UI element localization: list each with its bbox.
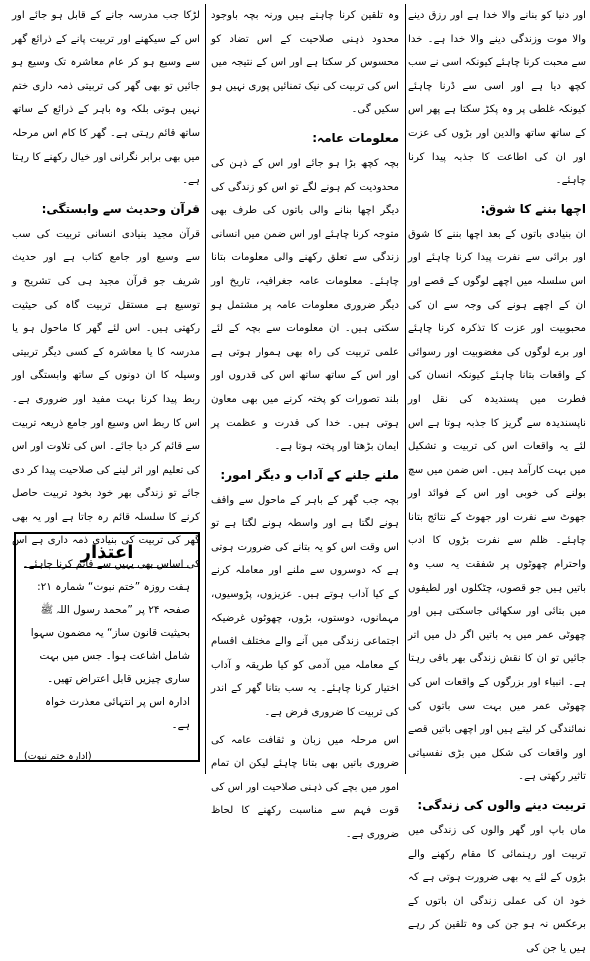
column-divider-right: [405, 4, 406, 774]
body-paragraph: اور دنیا کو بنانے والا خدا ہے اور رزق دینے والا موت وزندگی دینے والا خدا ہے۔ خدا سے محبت کرنا چاہئے کیونکہ اسی نے سب کچھ دیا ہے اور اسی سے ڈرنا چاہئے کیونکہ غلطی پر وہ پکڑ سکتا ہے پھر اس کے ساتھ ساتھ والدین اور بڑوں کی عزت اور ان کی اطاعت کا جذبہ پیدا کرنا چاہئے۔: [408, 10, 586, 187]
body-paragraph: لڑکا جب مدرسہ جانے کے قابل ہو جائے اور اس کے سیکھنے اور تربیت پانے کے ذرائع گھر سے وسیع ہو کر عام معاشرہ تک وسیع ہو جائیں تو بھی گھر کی تربیتی ذمہ داری ختم نہیں ہوتی بلکہ وہ باہر کے ذرائع کے ساتھ ساتھ قائم رہتی ہے۔ گھر کا کام اس مرحلہ میں بھی برابر نگرانی اور خیال رکھنے کا رہتا ہے۔: [12, 10, 200, 187]
body-paragraph: قرآن مجید بنیادی انسانی تربیت کی سب سے وسیع اور جامع کتاب ہے اور حدیث شریف جو قرآن مجید ہی کی تشریح و توسیع ہے مستقل تربیت گاہ کی حیثیت رکھتی ہیں۔ اس لئے گھر کا ماحول ہو یا مدرسہ کا یا معاشرہ کے کسی دیگر تربیتی وسیلہ کا ان دونوں کے ساتھ وابستگی اور ربط پیدا کرنا بہت مفید اور ضروری ہے۔ اس کا ربط اس وسیع اور جامع ذریعہ تربیت سے قائم کر دیا جائے۔ اس کی تلاوت اور اس کی تعلیم اور اثر لینے کی صلاحیت پیدا کر دی جائے تو زندگی بھر خود بخود تربیت حاصل کرنے کا سلسلہ قائم رہ جاتا ہے اور یہ بھی گھر کی تربیت کی بنیادی ذمہ داری ہے اس کی اساس بھی یہیں سے قائم کرنا چاہئے۔: [12, 228, 200, 571]
section-heading: اچھا بننے کا شوق:: [480, 201, 586, 216]
notice-line: ادارہ اس پر انتہائی معذرت خواہ ہے۔: [44, 696, 190, 731]
column-middle: [211, 4, 399, 840]
notice-line: شامل اشاعت ہوا۔ جس میں بہت: [39, 650, 190, 662]
body-paragraph: ماں باپ اور گھر والوں کی زندگی میں تربیت اور رہنمائی کا مقام رکھنے والے بڑوں کے لئے یہ بھی ضرورت ہوتی ہے کہ خود ان کی عملی زندگی ان باتوں کے برعکس نہ ہو جن کی وہ تلقین کر رہے ہیں یا جن کی: [408, 825, 586, 954]
column-right: [408, 4, 586, 954]
notice-line: ہفت روزہ ”ختم نبوت“ شمارہ ۲۱:: [37, 581, 190, 593]
body-paragraph: وہ تلقین کرنا چاہتے ہیں ورنہ بچہ باوجود محدود ذہنی صلاحیت کے اس تضاد کو محسوس کر سکتا ہے اور اس کے نتیجہ میں اس کی تربیت کی نیک تمنائیں پوری نہیں ہو سکیں گی۔: [211, 10, 399, 116]
body-paragraph: اس مرحلہ میں زبان و ثقافت عامہ کی ضروری باتیں بھی بتانا چاہئے لیکن ان تمام امور میں بچے کی ذہنی صلاحیت اور اس کی قوت فہم سے مناسبت رکھنے کا لحاظ ضروری ہے۔: [211, 734, 399, 840]
notice-line: ساری چیزیں قابل اعتراض تھیں۔: [47, 673, 190, 685]
body-paragraph: ان بنیادی باتوں کے بعد اچھا بننے کا شوق اور برائی سے نفرت پیدا کرنا چاہئے اور اس سلسلہ میں اچھے لوگوں کے قصے اور ان کے اچھے ہونے کی وجہ سے ان کی محبوبیت اور عزت کا تذکرہ کرنا چاہئے اور برے لوگوں کی مغضوبیت اور رسوائی کے واقعات بتانا چاہئے کیونکہ انسان کی فطرت میں پسندیدہ کی نقل اور ناپسندیدہ سے گریز کا جذبہ ہوتا ہے اس لئے یہ واقعات اس کی تربیت و تشکیل میں بہت کارآمد ہیں۔ اس ضمن میں سچ بولنے کی خوبی اور اس کے فوائد اور جھوٹ سے نفرت اور جھوٹ کے نتائج بتانا چاہئے۔ ظلم سے نفرت بڑوں کا ادب واحترام چھوٹوں پر شفقت یہ سب وہ باتیں ہیں جو قصوں، چٹکلوں اور لطیفوں میں بتائی اور سکھائی جاسکتی ہیں اور چھوٹی عمر میں یہ باتیں اگر دل میں اتر جائیں تو ان کا نقش زندگی بھر باقی رہتا ہے۔ انبیاء اور بزرگوں کے واقعات اس کی چھوٹی عمر میں بہت سی باتوں کی نمائندگی کر لیتے ہیں اور اچھی باتیں قصے اور واقعات کی شکل میں بڑی نفسیاتی تاثیر رکھتی ہے۔: [408, 228, 586, 783]
body-paragraph: بچہ جب گھر کے باہر کے ماحول سے واقف ہونے لگتا ہے اور واسطہ ہونے لگتا ہے تو اس وقت اس کو یہ بتانے کی ضرورت ہوتی ہے کہ دوسروں سے ملنے اور معاملہ کرنے کے کیا آداب ہوتے ہیں۔ عزیزوں، پڑوسیوں، مہمانوں، دوستوں، بڑوں، چھوٹوں غرضیکہ اجتماعی زندگی میں آنے والے مختلف اقسام کے معاملہ میں آدمی کو کیا طریقہ و آداب اختیار کرنا چاہئے۔ یہ سب بتانا گھر کے اندر کی تربیت کا ضروری فرض ہے۔: [211, 494, 399, 719]
newspaper-page: [4, 4, 586, 954]
section-heading: ملنے جلنے کے آداب و دیگر امور:: [220, 467, 399, 482]
section-heading: معلومات عامہ:: [312, 130, 399, 145]
notice-line: صفحہ ۲۴ پر ”محمد رسول اللہ ﷺ: [40, 604, 190, 616]
apology-notice-box: [14, 532, 200, 762]
notice-line: بحیثیت قانون ساز“ یہ مضمون سہوا: [30, 627, 190, 639]
notice-title: اعتذار: [24, 542, 190, 568]
column-divider-left: [205, 4, 206, 774]
notice-signature: (ادارہ ختم نبوت): [24, 751, 92, 762]
section-heading: قرآن وحدیث سے وابستگی:: [41, 201, 200, 216]
body-paragraph: بچہ کچھ بڑا ہو جائے اور اس کے ذہن کی محدودیت کم ہونے لگے تو اس کو زندگی کی دیگر اچھا بنانے والی باتوں کی طرف بھی متوجہ کرنا چاہئے اور اس ضمن میں انسانی زندگی سے تعلق رکھنے والی معلومات بتانا چاہئے۔ معلومات عامہ جغرافیہ، تاریخ اور دیگر ضروری معلومات عامہ پر مشتمل ہو سکتی ہیں۔ ان معلومات سے بچہ کے لئے علمی تربیت کی راہ بھی ہموار ہوتی ہے اور اس کے ساتھ ساتھ اس کی قدروں اور بلند تصورات کو پختہ کرنے میں بھی معاون ہوتی ہیں۔ خدا کی قدرت و عظمت پر ایمان بڑھتا اور پختہ ہوتا ہے۔: [211, 157, 399, 453]
section-heading: تربیت دینے والوں کی زندگی:: [417, 798, 586, 812]
